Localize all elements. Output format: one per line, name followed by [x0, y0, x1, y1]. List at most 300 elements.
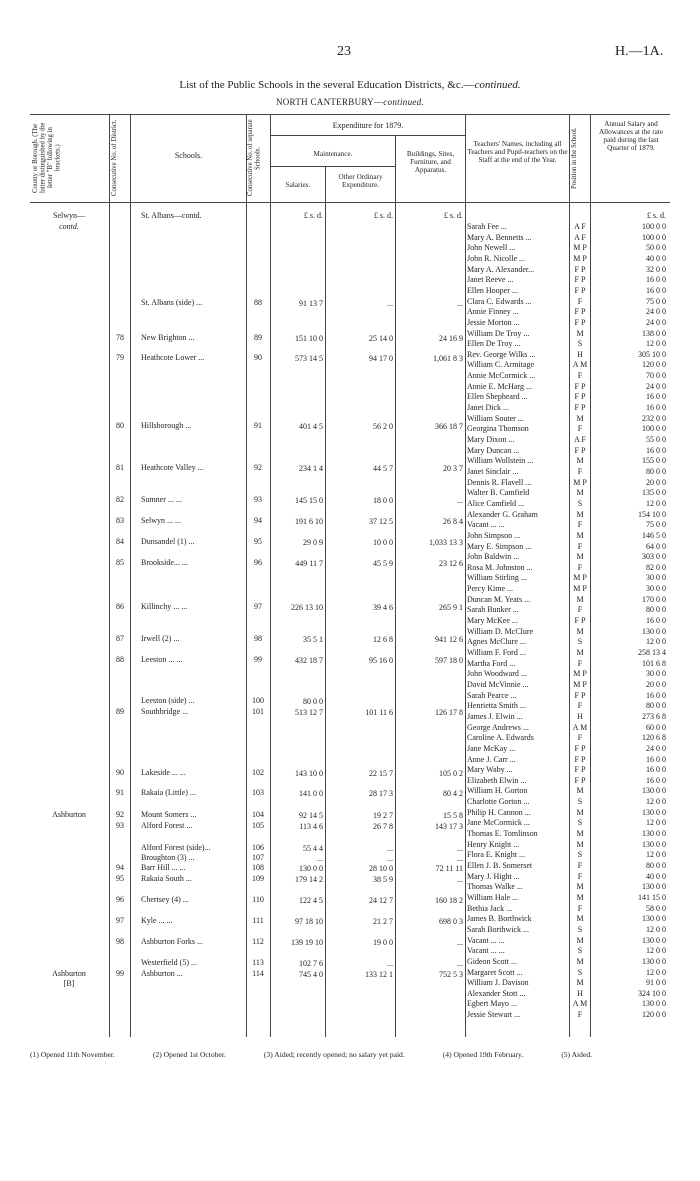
school-name: St. Albans (side) ... — [141, 298, 203, 307]
teacher-salary: 82 0 0 — [646, 562, 666, 572]
teacher-salary: 120 6 8 — [642, 733, 666, 743]
teacher-salary: 12 0 0 — [646, 924, 666, 934]
teacher-position: M P — [573, 679, 587, 689]
teacher-salary: 12 0 0 — [646, 850, 666, 860]
footnote: (4) Opened 19th February. — [442, 1050, 524, 1059]
teacher-name: Sarah Bunker ... — [467, 605, 519, 615]
teacher-name: Ellen De Troy ... — [467, 339, 521, 349]
teacher-name: Ellen Shepheard ... — [467, 392, 528, 402]
teacher-position: M — [576, 456, 584, 466]
salaries-value: 139 19 10 — [291, 938, 323, 947]
teacher-name: Ellen Hooper ... — [467, 285, 518, 295]
teacher-name: William H. Gorton — [467, 786, 528, 796]
other-expenditure-value: 39 4 6 — [373, 603, 393, 612]
school-name: Irwell (2) ... — [141, 634, 180, 643]
other-expenditure-value: 44 5 7 — [373, 464, 393, 473]
salaries-value: 573 14 5 — [295, 354, 323, 363]
teacher-position: F P — [574, 307, 586, 317]
teacher-position: F P — [574, 381, 586, 391]
teacher-position: M — [576, 530, 584, 540]
teacher-position: M — [576, 978, 584, 988]
school-name: Barr Hill ... ... — [141, 863, 186, 872]
teacher-position: F — [577, 296, 583, 306]
col-rule — [325, 166, 326, 1037]
footnote: (5) Aided. — [561, 1050, 593, 1059]
teacher-name: Egbert Mayo ... — [467, 999, 517, 1009]
district-number: 97 — [116, 916, 124, 925]
buildings-value: 15 5 8 — [443, 811, 463, 820]
county-cell: contd. — [59, 222, 79, 231]
teacher-position: M — [576, 626, 584, 636]
salaries-value: ... — [317, 854, 323, 863]
teacher-name: Dennis R. Flavell ... — [467, 477, 532, 487]
teacher-position: S — [577, 818, 583, 828]
teacher-position: M — [576, 892, 584, 902]
teacher-position: F P — [574, 754, 586, 764]
teacher-name: Walter B. Camfield — [467, 488, 530, 498]
teacher-salary: 16 0 0 — [646, 392, 666, 402]
district-number: 88 — [116, 655, 124, 664]
district-number: 85 — [116, 558, 124, 567]
teacher-position: F P — [574, 403, 586, 413]
teacher-salary: 130 0 0 — [642, 935, 666, 945]
other-expenditure-value: 19 0 0 — [373, 938, 393, 947]
teacher-name: Henry Knight ... — [467, 839, 520, 849]
school-name: Rakaia South ... — [141, 874, 192, 883]
header-salaries: Salaries. — [285, 181, 311, 189]
other-expenditure-value: 56 2 0 — [373, 422, 393, 431]
district-number: 91 — [116, 788, 124, 797]
footnote: (1) Opened 11th November. — [30, 1050, 115, 1059]
teacher-position: M P — [573, 477, 587, 487]
teacher-position: F — [577, 871, 583, 881]
teacher-salary: 16 0 0 — [646, 690, 666, 700]
school-name: Heathcote Lower ... — [141, 353, 205, 362]
teacher-name: Rosa M. Johnston ... — [467, 562, 533, 572]
teacher-name: Alexander G. Graham — [467, 509, 538, 519]
school-name: Ashburton ... — [141, 969, 183, 978]
teacher-position: M P — [573, 669, 587, 679]
teacher-position: A M — [572, 722, 588, 732]
title-suffix: continued. — [474, 79, 521, 91]
buildings-value: 698 0 3 — [439, 917, 463, 926]
teacher-name: James J. Elwin ... — [467, 711, 523, 721]
teacher-position: M — [576, 552, 584, 562]
teacher-salary: 16 0 0 — [646, 616, 666, 626]
teacher-name: Philip H. Cannon ... — [467, 807, 531, 817]
teacher-position: M — [576, 509, 584, 519]
teacher-name: Mary McKee ... — [467, 616, 518, 626]
other-expenditure-value: 10 0 0 — [373, 538, 393, 547]
teacher-position: S — [577, 924, 583, 934]
school-name: Westerfield (5) ... — [141, 958, 197, 967]
salaries-value: 449 11 7 — [295, 559, 323, 568]
teacher-position: F — [577, 541, 583, 551]
teacher-name: Martha Ford ... — [467, 658, 516, 668]
teacher-name: James B. Borthwick — [467, 914, 532, 924]
district-number: 86 — [116, 602, 124, 611]
teacher-position: F — [577, 733, 583, 743]
teacher-salary: 20 0 0 — [646, 477, 666, 487]
district-number: 80 — [116, 421, 124, 430]
teacher-salary: 64 0 0 — [646, 541, 666, 551]
header-expenditure: Expenditure for 1879. — [332, 121, 404, 130]
teacher-salary: 130 0 0 — [642, 882, 666, 892]
school-number: 89 — [254, 333, 262, 342]
teacher-position: F P — [574, 690, 586, 700]
school-number: 101 — [252, 707, 264, 716]
salaries-value: 151 10 0 — [295, 334, 323, 343]
teacher-position: F P — [574, 392, 586, 402]
buildings-value: 941 12 6 — [435, 635, 463, 644]
teacher-name: Sarah Borthwick ... — [467, 924, 529, 934]
school-number: 109 — [252, 874, 264, 883]
teacher-name: Clara C. Edwards ... — [467, 296, 532, 306]
buildings-value: 72 11 11 — [435, 864, 463, 873]
buildings-value: 265 9 1 — [439, 603, 463, 612]
school-number: 97 — [254, 602, 262, 611]
header-annual-salary: Annual Salary and Allowances at the rate paid during the last Quarter of 1879. — [598, 120, 664, 152]
teacher-name: Annie Finney ... — [467, 307, 519, 317]
school-name: Heathcote Valley ... — [141, 463, 204, 472]
salaries-value: 91 13 7 — [299, 299, 323, 308]
county-cell: Ashburton — [52, 969, 86, 978]
teacher-position: M — [576, 882, 584, 892]
school-number: 90 — [254, 353, 262, 362]
teacher-name: David McVinnie ... — [467, 679, 529, 689]
salaries-value: 179 14 2 — [295, 875, 323, 884]
teacher-name: Margaret Scott ... — [467, 967, 523, 977]
teacher-position: M P — [573, 584, 587, 594]
teacher-position: S — [577, 637, 583, 647]
teacher-salary: 120 0 0 — [642, 1010, 666, 1020]
teacher-position: F — [577, 466, 583, 476]
teacher-position: M — [576, 914, 584, 924]
buildings-value: ... — [457, 496, 463, 505]
subtitle-suffix: continued. — [383, 97, 425, 107]
school-name: Sumner ... ... — [141, 495, 182, 504]
teacher-salary: 154 10 0 — [638, 509, 666, 519]
teacher-name: Alice Camfield ... — [467, 498, 525, 508]
teacher-name: Annie McCormick ... — [467, 371, 536, 381]
teacher-name: Rev. George Wilks ... — [467, 349, 536, 359]
teacher-name: Mary J. Hight ... — [467, 871, 520, 881]
teacher-salary: 80 0 0 — [646, 466, 666, 476]
teacher-name: William Hale ... — [467, 892, 518, 902]
school-number: 99 — [254, 655, 262, 664]
teacher-name: William Stirling ... — [467, 573, 527, 583]
buildings-value: 24 16 9 — [439, 334, 463, 343]
teacher-salary: 12 0 0 — [646, 946, 666, 956]
page-number: 23 — [337, 44, 351, 59]
teacher-position: S — [577, 797, 583, 807]
teacher-salary: 120 0 0 — [642, 360, 666, 370]
buildings-value: 752 5 3 — [439, 970, 463, 979]
header-position: Position in the School. — [571, 127, 578, 189]
teacher-name: Ellen J. B. Somerset — [467, 861, 533, 870]
other-expenditure-value: 37 12 5 — [369, 517, 393, 526]
teacher-salary: 258 13 4 — [638, 648, 666, 657]
school-number: 96 — [254, 558, 262, 567]
salaries-value: 145 15 0 — [295, 496, 323, 505]
header-maintenance: Maintenance. — [313, 150, 353, 158]
school-number: 103 — [252, 788, 264, 797]
school-name: Kyle ... ... — [141, 916, 173, 925]
teacher-salary: 130 0 0 — [642, 999, 666, 1009]
teacher-salary: 12 0 0 — [646, 339, 666, 349]
other-expenditure-value: 38 5 9 — [373, 875, 393, 884]
footnote: (2) Opened 1st October. — [152, 1050, 226, 1059]
teacher-salary: 24 0 0 — [646, 743, 666, 753]
teacher-salary: 60 0 0 — [646, 722, 666, 732]
teacher-name: Sarah Fee ... — [467, 222, 507, 231]
buildings-value: 23 12 6 — [439, 559, 463, 568]
other-expenditure-value: 94 17 0 — [369, 354, 393, 363]
teacher-name: Henrietta Smith ... — [467, 701, 526, 711]
teacher-name: William D. McClure — [467, 626, 534, 636]
other-expenditure-value: 21 2 7 — [373, 917, 393, 926]
teacher-position: F P — [574, 616, 586, 626]
salaries-value: 141 0 0 — [299, 789, 323, 798]
teacher-salary: 100 0 0 — [642, 424, 666, 434]
district-number: 89 — [116, 707, 124, 716]
teacher-name: William Souter ... — [467, 413, 524, 423]
school-name: St. Albans—contd. — [141, 211, 202, 220]
col-rule — [130, 114, 131, 1037]
header-consec-schools: Consecutive No. of separate Schools. — [247, 119, 262, 197]
salaries-value: 143 10 0 — [295, 769, 323, 778]
teacher-salary: 80 0 0 — [646, 701, 666, 711]
teacher-name: Mary Dixon ... — [467, 435, 515, 444]
maintenance-rule — [270, 166, 395, 167]
teacher-salary: 141 15 0 — [638, 892, 666, 902]
school-number: 91 — [254, 421, 262, 430]
teacher-position: S — [577, 339, 583, 349]
teacher-name: John Simpson ... — [467, 530, 521, 540]
teacher-position: M — [576, 648, 584, 657]
teacher-position: M — [576, 413, 584, 423]
teacher-salary: 16 0 0 — [646, 275, 666, 285]
teacher-position: H — [577, 711, 583, 721]
teacher-salary: 101 6 8 — [642, 658, 666, 668]
school-number: 95 — [254, 537, 262, 546]
other-expenditure-value: 22 15 7 — [369, 769, 393, 778]
other-expenditure-value: 133 12 1 — [365, 970, 393, 979]
school-name: Chertsey (4) ... — [141, 895, 189, 904]
teacher-position: A F — [574, 222, 586, 231]
teacher-name: John Baldwin ... — [467, 552, 520, 562]
teacher-name: Vacant ... ... — [467, 520, 505, 530]
school-name: Mount Somers ... — [141, 810, 197, 819]
teacher-salary: 30 0 0 — [646, 669, 666, 679]
footnote: (3) Aided; recently opened; no salary yet paid. — [263, 1050, 405, 1059]
teacher-name: Jessie Stewart ... — [467, 1010, 521, 1020]
other-expenditure-value: 28 17 3 — [369, 789, 393, 798]
teacher-salary: 324 10 0 — [638, 988, 666, 998]
district-number: 78 — [116, 333, 124, 342]
expenditure-rule — [270, 135, 465, 136]
school-number: 113 — [252, 958, 264, 967]
school-number: 104 — [252, 810, 264, 819]
school-number: 108 — [252, 863, 264, 872]
teacher-name: Thomas Walke ... — [467, 882, 523, 892]
teacher-name: William De Troy ... — [467, 328, 530, 338]
buildings-value: 20 3 7 — [443, 464, 463, 473]
school-number: 98 — [254, 634, 262, 643]
district-number: 87 — [116, 634, 124, 643]
teacher-name: Elizabeth Elwin ... — [467, 775, 527, 785]
school-number: 106 — [252, 843, 264, 852]
teacher-salary: 50 0 0 — [646, 243, 666, 253]
teacher-name: Mary Duncan ... — [467, 445, 520, 455]
teacher-salary: 24 0 0 — [646, 307, 666, 317]
teacher-position: M — [576, 488, 584, 498]
title-prefix: List of the Public Schools in the several Education Districts, &c.— — [179, 79, 475, 91]
teacher-position: F — [577, 424, 583, 434]
salaries-value: 102 7 6 — [299, 959, 323, 968]
teacher-position: A M — [572, 360, 588, 370]
teacher-position: F P — [574, 285, 586, 295]
salaries-value: 97 18 10 — [295, 917, 323, 926]
header-buildings: Buildings, Sites, Furniture, and Apparatus. — [406, 150, 455, 174]
teacher-position: S — [577, 967, 583, 977]
teacher-name: Agnes McClure ... — [467, 637, 526, 647]
teacher-position: M — [576, 956, 584, 966]
col-rule — [590, 114, 591, 1037]
county-cell: Selwyn— — [53, 211, 85, 220]
teacher-name: Alexander Stott ... — [467, 988, 526, 998]
school-name: Killinchy ... ... — [141, 602, 188, 611]
teacher-name: Mary A. Alexander... — [467, 264, 535, 274]
school-name: Lakeside ... ... — [141, 768, 186, 777]
other-expenditure-value: 95 16 0 — [369, 656, 393, 665]
teacher-name: Duncan M. Yeats ... — [467, 594, 531, 604]
teacher-salary: 138 0 0 — [642, 328, 666, 338]
teacher-position: M P — [573, 253, 587, 263]
school-number: 102 — [252, 768, 264, 777]
header-other-expenditure: Other Ordinary Expenditure. — [338, 173, 383, 189]
district-number: 79 — [116, 353, 124, 362]
school-number: 94 — [254, 516, 262, 525]
teacher-position: M — [576, 935, 584, 945]
teacher-position: F P — [574, 317, 586, 327]
teacher-position: F — [577, 520, 583, 530]
teacher-salary: 16 0 0 — [646, 765, 666, 775]
header-schools: Schools. — [174, 151, 203, 160]
teacher-position: M — [576, 829, 584, 839]
other-expenditure-value: 25 14 0 — [369, 334, 393, 343]
buildings-value: 143 17 3 — [435, 822, 463, 831]
school-number: 112 — [252, 937, 264, 946]
teacher-salary: 40 0 0 — [646, 253, 666, 263]
buildings-value: ... — [457, 938, 463, 947]
teacher-position: F P — [574, 743, 586, 753]
teacher-salary: 130 0 0 — [642, 807, 666, 817]
teacher-position: F — [577, 903, 583, 913]
school-number: 100 — [252, 696, 264, 705]
teacher-position: F — [577, 861, 583, 870]
district-number: 82 — [116, 495, 124, 504]
school-name: Leeston ... ... — [141, 655, 183, 664]
teacher-salary: 12 0 0 — [646, 818, 666, 828]
buildings-value: 597 18 0 — [435, 656, 463, 665]
teacher-position: A M — [572, 999, 588, 1009]
teacher-name: Thomas E. Tomlinson — [467, 829, 538, 839]
school-number: 111 — [252, 916, 264, 925]
school-name: Dunsandel (1) ... — [141, 537, 195, 546]
teacher-salary: 40 0 0 — [646, 871, 666, 881]
district-number: 96 — [116, 895, 124, 904]
subtitle-prefix: NORTH CANTERBURY— — [275, 97, 384, 107]
salaries-value: 226 13 10 — [291, 603, 323, 612]
teacher-salary: 91 0 0 — [646, 978, 666, 988]
teacher-name: Bethia Jack ... — [467, 903, 513, 913]
teacher-salary: 16 0 0 — [646, 445, 666, 455]
school-number: 110 — [252, 895, 264, 904]
county-cell: Ashburton — [52, 810, 86, 819]
teacher-name: William Wollstein ... — [467, 456, 534, 466]
teacher-name: Janet Dick ... — [467, 403, 509, 413]
buildings-value: 126 17 8 — [435, 708, 463, 717]
header-county: County or Borough. (The latter distinguished by the letter "B" following in brackets.) — [32, 122, 62, 194]
teacher-salary: 12 0 0 — [646, 967, 666, 977]
school-name: Brookside... ... — [141, 558, 188, 567]
teacher-name: Jane McCormick ... — [467, 818, 530, 828]
buildings-value: 1,033 13 3 — [429, 538, 463, 547]
teacher-name: Percy Kime ... — [467, 584, 513, 594]
teacher-salary: 273 6 8 — [642, 711, 666, 721]
teacher-position: F P — [574, 765, 586, 775]
school-name: Hillsborough ... — [141, 421, 192, 430]
district-number: 95 — [116, 874, 124, 883]
salaries-value: 234 1 4 — [299, 464, 323, 473]
teacher-salary: 130 0 0 — [642, 829, 666, 839]
teacher-salary: 130 0 0 — [642, 626, 666, 636]
teacher-salary: 58 0 0 — [646, 903, 666, 913]
teacher-position: M — [576, 594, 584, 604]
teacher-name: Gideon Scott ... — [467, 956, 517, 966]
teacher-name: John Woodward ... — [467, 669, 527, 679]
teacher-name: Jessie Morton ... — [467, 317, 520, 327]
teacher-position: S — [577, 850, 583, 860]
teacher-salary: 232 0 0 — [642, 413, 666, 423]
currency-header: £ s. d. — [646, 211, 666, 220]
teacher-salary: 130 0 0 — [642, 786, 666, 796]
teacher-salary: 12 0 0 — [646, 498, 666, 508]
school-name: New Brighton ... — [141, 333, 195, 342]
salaries-value: 130 0 0 — [299, 864, 323, 873]
teacher-salary: 30 0 0 — [646, 584, 666, 594]
teacher-name: Georgina Thomson — [467, 424, 529, 434]
salaries-value: 80 0 0 — [303, 697, 323, 706]
teacher-salary: 16 0 0 — [646, 403, 666, 413]
currency-header: £ s. d. — [443, 211, 463, 220]
teacher-salary: 12 0 0 — [646, 637, 666, 647]
district-number: 92 — [116, 810, 124, 819]
teacher-position: F P — [574, 775, 586, 785]
buildings-value: 160 18 2 — [435, 896, 463, 905]
teacher-name: Anne J. Carr ... — [467, 754, 516, 764]
buildings-value: 366 18 7 — [435, 422, 463, 431]
teacher-salary: 130 0 0 — [642, 914, 666, 924]
salaries-value: 191 6 10 — [295, 517, 323, 526]
other-expenditure-value: 24 12 7 — [369, 896, 393, 905]
other-expenditure-value: ... — [387, 854, 393, 863]
buildings-value: ... — [457, 959, 463, 968]
teacher-name: Vacant ... ... — [467, 935, 505, 945]
teacher-position: A F — [574, 435, 586, 444]
teacher-position: M — [576, 839, 584, 849]
